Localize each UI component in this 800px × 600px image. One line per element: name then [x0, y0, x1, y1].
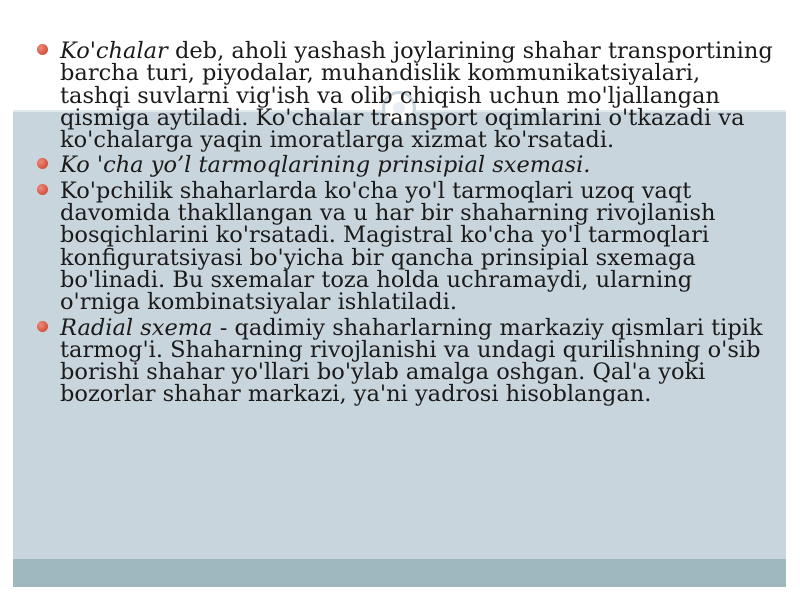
- bullet-text: Ko'pchilik shaharlarda ko'cha yo'l tarmoqlari uzoq vaqt davomida thakllangan va u har bir shaharning rivojlanish bosqichlarini ko'rsatadi. Magistral ko'cha yo'l tarmoqlari konfiguratsiyasi bo'yicha bir qancha prinsipial sxemaga bo'linadi. Bu sxemalar toza holda uchramaydi, ularning o'rniga kombinatsiyalar ishlatiladi.: [60, 177, 716, 316]
- bullet-lead: Ko'chalar: [60, 38, 168, 64]
- bullet-lead: Ko 'cha yo’l tarmoqlarining prinsipial sxemasi.: [60, 152, 591, 179]
- bullet-dot-icon: [37, 321, 48, 332]
- bullet-dot-icon: [37, 158, 48, 169]
- slide: [13, 13, 786, 587]
- bullet-lead: Radial sxema: [60, 314, 213, 341]
- bullet-item: [37, 38, 777, 154]
- bullet-dot-icon: [37, 184, 48, 195]
- bullet-text: deb, aholi yashash joylarining shahar transportining barcha turi, piyodalar, muhandislik kommunikatsiyalari, tashqi suvlarni vig'ish va olib chiqish uchun mo'ljallangan qismiga aytiladi. Ko'chalar transport oqimlarini o'tkazadi va ko'chalarga yaqin imoratlarga xizmat ko'rsatadi.: [60, 38, 773, 154]
- bullet-item: [37, 314, 777, 408]
- bullet-item: [37, 177, 777, 316]
- slide-body: [37, 40, 777, 406]
- bullet-item: [37, 152, 777, 179]
- bullet-dot-icon: [37, 44, 48, 55]
- slide-footer-band: [13, 559, 786, 587]
- bullet-text: - qadimiy shaharlarning markaziy qismlari tipik tarmog'i. Shaharning rivojlanishi va undagi qurilishning o'sib borishi shahar yo'llari bo'ylab amalga oshgan. Qal'a yoki bozorlar shahar markazi, ya'ni yadrosi hisoblangan.: [60, 314, 763, 408]
